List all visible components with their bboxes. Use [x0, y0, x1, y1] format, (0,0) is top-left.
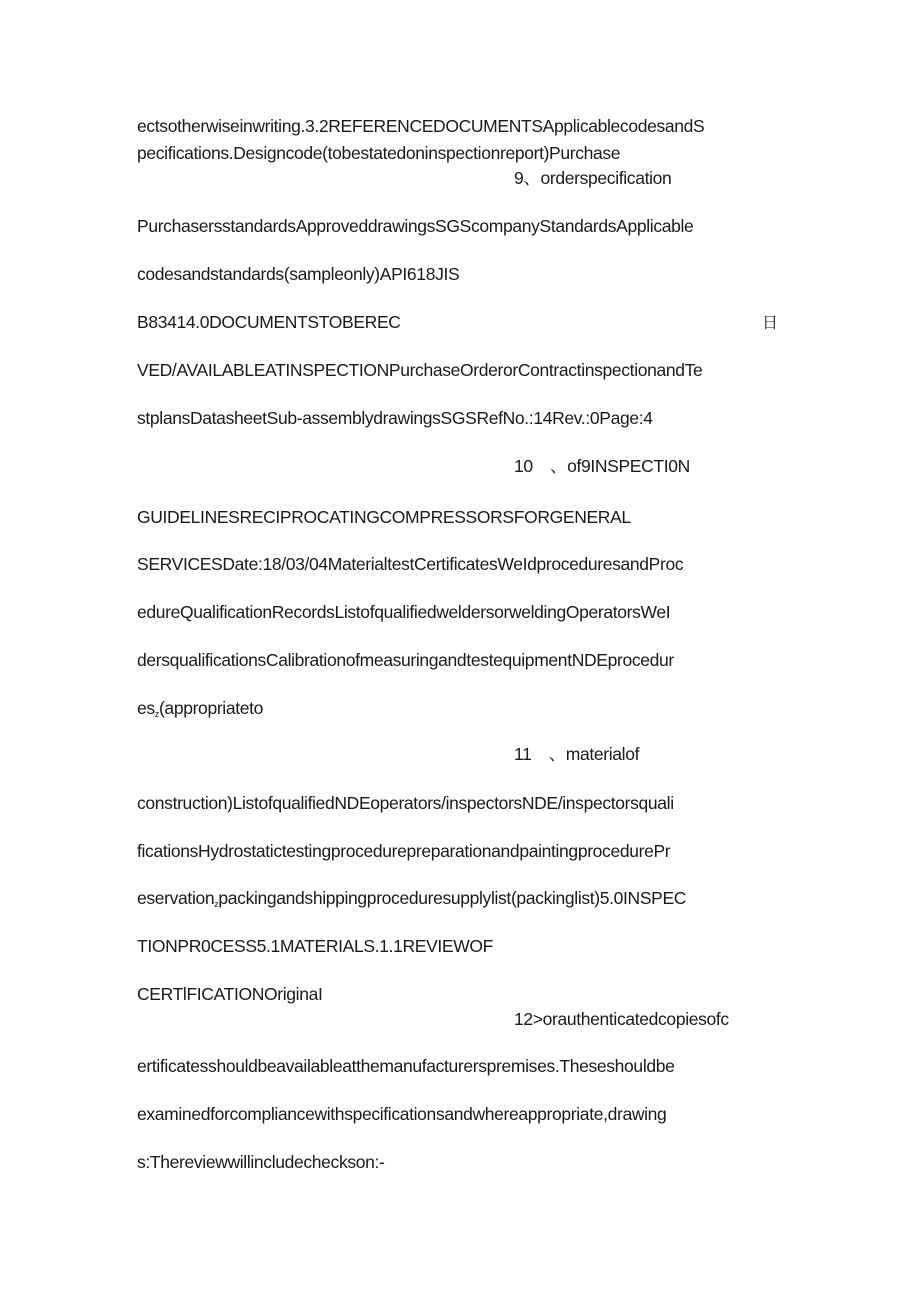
text-line-17: ficationsHydrostatictestingprocedurepreparationandpaintingprocedurePr	[137, 841, 671, 861]
text-line-6: B83414.0DOCUMENTSTOBEREC	[137, 312, 401, 332]
text-line-14	[137, 697, 263, 725]
text-line-20: CERTlFICATIONOriginaI	[137, 984, 323, 1004]
text-line-11: SERVICESDate:18/03/04MaterialtestCertificatesWeIdproceduresandProc	[137, 554, 684, 574]
text-line-21: 12>orauthenticatedcopiesofc	[514, 1009, 729, 1029]
text-line-4: PurchasersstandardsApproveddrawingsSGScompanyStandardsApplicable	[137, 216, 694, 236]
text-line-22: ertificatesshouldbeavailableatthemanufacturerspremises.Theseshouldbe	[137, 1056, 675, 1076]
text-fragment: es	[137, 698, 155, 718]
text-line-24: s:Thereviewwillincludecheckson:-	[137, 1152, 385, 1172]
text-line-1: ectsotherwiseinwriting.3.2REFERENCEDOCUMENTSApplicablecodesandS	[137, 116, 705, 136]
text-line-15: 11 、materialof	[514, 744, 640, 764]
text-line-2: pecifications.Designcode(tobestatedoninspectionreport)Purchase	[137, 143, 621, 163]
subscript-mark: z	[154, 709, 159, 719]
text-line-12: edureQualificationRecordsListofqualifiedweldersorweldingOperatorsWeI	[137, 602, 671, 622]
text-line-18	[137, 887, 686, 915]
text-line-19: TIONPR0CESS5.1MATERIALS.1.1REVIEWOF	[137, 936, 493, 956]
text-line-3: 9、orderspecification	[514, 168, 672, 188]
text-line-9: 10 、of9INSPECTI0N	[514, 456, 690, 476]
text-line-5: codesandstandards(sampleonly)API618JIS	[137, 264, 460, 284]
text-fragment: packingandshippingproceduresupplylist(packinglist)5.0INSPEC	[218, 888, 687, 908]
text-line-10: GUIDELINESRECIPROCATINGCOMPRESSORSFORGENERAL	[137, 507, 631, 527]
text-line-16: construction)ListofqualifiedNDEoperators/inspectorsNDE/inspectorsquali	[137, 793, 674, 813]
subscript-mark: z	[214, 899, 219, 909]
text-line-7: VED/AVAILABLEATINSPECTIONPurchaseOrderorContractinspectionandTe	[137, 360, 703, 380]
text-fragment: eservation	[137, 888, 215, 908]
text-line-13: dersqualificationsCalibrationofmeasuringandtestequipmentNDEprocedur	[137, 650, 674, 670]
margin-glyph: 日	[762, 313, 779, 332]
text-line-23: examinedforcompliancewithspecificationsandwhereappropriate,drawing	[137, 1104, 667, 1124]
text-line-8: stplansDatasheetSub-assemblydrawingsSGSRefNo.:14Rev.:0Page:4	[137, 408, 653, 428]
text-fragment: (appropriateto	[158, 698, 264, 718]
